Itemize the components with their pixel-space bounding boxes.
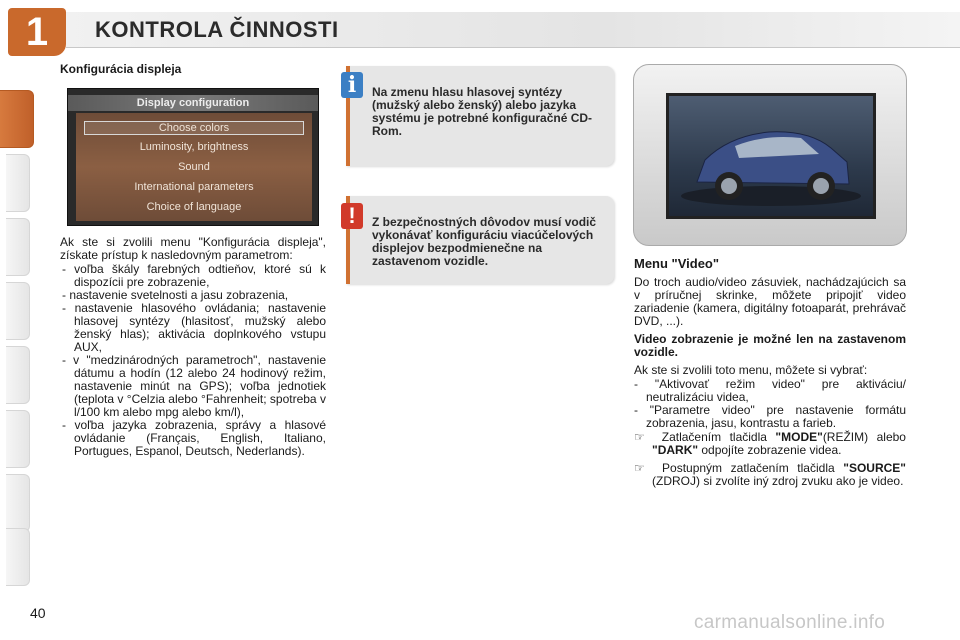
list-item: - voľba jazyka zobrazenia, správy a hlasové ovládanie (Français, English, Italiano, Portugues, Espanol, Deutsch, Nederlands). bbox=[62, 418, 326, 458]
step-text: (ZDROJ) si zvolíte iný zdroj zvuku ako je video. bbox=[652, 474, 904, 488]
chapter-tab-5[interactable] bbox=[6, 346, 30, 404]
video-warning-paragraph: Video zobrazenie je možné len na zastavenom vozidle. bbox=[634, 332, 906, 359]
mode-button-label: "MODE" bbox=[775, 430, 823, 444]
chapter-badge: 1 bbox=[8, 8, 66, 56]
screen-menu-item: Choose colors bbox=[84, 121, 304, 135]
warning-note-text: Z bezpečnostných dôvodov musí vodič vykonávať konfiguráciu viacúčelových displejov bezpodmienečne na zastavenom vozidle. bbox=[372, 215, 597, 268]
chapter-tab-6[interactable] bbox=[6, 410, 30, 468]
list-item: - "Parametre video" pre nastavenie formátu zobrazenia, jasu, kontrastu a farieb. bbox=[634, 403, 906, 430]
chapter-tab-8[interactable] bbox=[6, 528, 30, 586]
video-screen-image bbox=[633, 64, 907, 246]
screen-menu-item: Choice of language bbox=[146, 201, 242, 213]
warning-note bbox=[346, 196, 614, 284]
info-note-text: Na zmenu hlasu hlasovej syntézy (mužský alebo ženský) alebo jazyka systému je potrebné konfiguračné CD-Rom. bbox=[372, 85, 593, 138]
left-body-text bbox=[60, 236, 326, 458]
video-intro-paragraph: Do troch audio/video zásuviek, nachádzajúcich sa v príručnej skrinke, môžete pripojiť video zariadenie (kamera, digitálny fotoaparát, prehrávač DVD, ...). bbox=[634, 275, 906, 328]
video-options-list bbox=[634, 378, 906, 430]
pointing-hand-icon: ☞ bbox=[634, 430, 645, 444]
video-choice-paragraph: Ak ste si zvolili toto menu, môžete si vybrať: bbox=[634, 363, 868, 377]
step-mode-dark bbox=[634, 431, 906, 457]
watermark: carmanualsonline.info bbox=[694, 612, 886, 633]
step-text: odpojíte zobrazenie videa. bbox=[698, 443, 842, 457]
chapter-tab-7[interactable] bbox=[6, 474, 30, 532]
step-text: (REŽIM) alebo bbox=[822, 430, 906, 444]
info-icon: i bbox=[341, 72, 363, 98]
chapter-tab-1[interactable] bbox=[0, 90, 34, 148]
step-text: Zatlačením tlačidla bbox=[661, 430, 776, 444]
list-item: - nastavenie svetelnosti a jasu zobrazenia, bbox=[62, 288, 289, 302]
video-display bbox=[666, 93, 876, 219]
page-number: 40 bbox=[30, 605, 46, 621]
step-text: Postupným zatlačením tlačidla bbox=[662, 461, 844, 475]
screen-menu-item: International parameters bbox=[134, 181, 254, 193]
dark-button-label: "DARK" bbox=[652, 443, 699, 457]
screen-menu bbox=[76, 113, 312, 221]
chapter-tab-2[interactable] bbox=[6, 154, 30, 212]
warning-icon: ! bbox=[341, 203, 363, 229]
parameter-list bbox=[60, 263, 326, 458]
video-menu-heading: Menu "Video" bbox=[634, 256, 720, 271]
page-title: KONTROLA ČINNOSTI bbox=[95, 17, 339, 42]
list-item: - v "medzinárodných parametroch", nastavenie dátumu a hodín (12 alebo 24 hodinový režim, nastavenie minút na GPS); voľba jednotiek (teplota v °Celzia alebo °Fahrenheit; spotreba v l/100 km alebo mpg alebo km/l), bbox=[62, 353, 326, 419]
screen-menu-item: Sound bbox=[178, 161, 210, 173]
screen-title: Display configuration bbox=[68, 95, 318, 111]
source-button-label: "SOURCE" bbox=[843, 461, 906, 475]
pointing-hand-icon: ☞ bbox=[634, 461, 645, 475]
list-item: - "Aktivovať režim video" pre aktiváciu/ neutralizáciu videa, bbox=[634, 377, 906, 404]
chapter-tab-4[interactable] bbox=[6, 282, 30, 340]
display-configuration-screen bbox=[67, 88, 319, 226]
list-item: - nastavenie hlasového ovládania; nastavenie hlasovej syntézy (hlasitosť, mužský alebo ženský hlas); aktivácia doplnkového vstupu AUX, bbox=[62, 301, 326, 354]
info-note bbox=[346, 66, 614, 166]
screen-menu-item: Luminosity, brightness bbox=[139, 141, 249, 153]
section-heading: Konfigurácia displeja bbox=[60, 62, 182, 76]
chapter-tabs bbox=[0, 62, 30, 582]
step-source bbox=[634, 462, 906, 488]
list-item: - voľba škály farebných odtieňov, ktoré sú k dispozícii pre zobrazenie, bbox=[62, 262, 326, 289]
intro-paragraph: Ak ste si zvolili menu "Konfigurácia displeja", získate prístup k nasledovným parametrom: bbox=[60, 235, 326, 262]
car-illustration bbox=[669, 96, 873, 216]
chapter-tab-3[interactable] bbox=[6, 218, 30, 276]
right-body-text bbox=[634, 276, 906, 488]
